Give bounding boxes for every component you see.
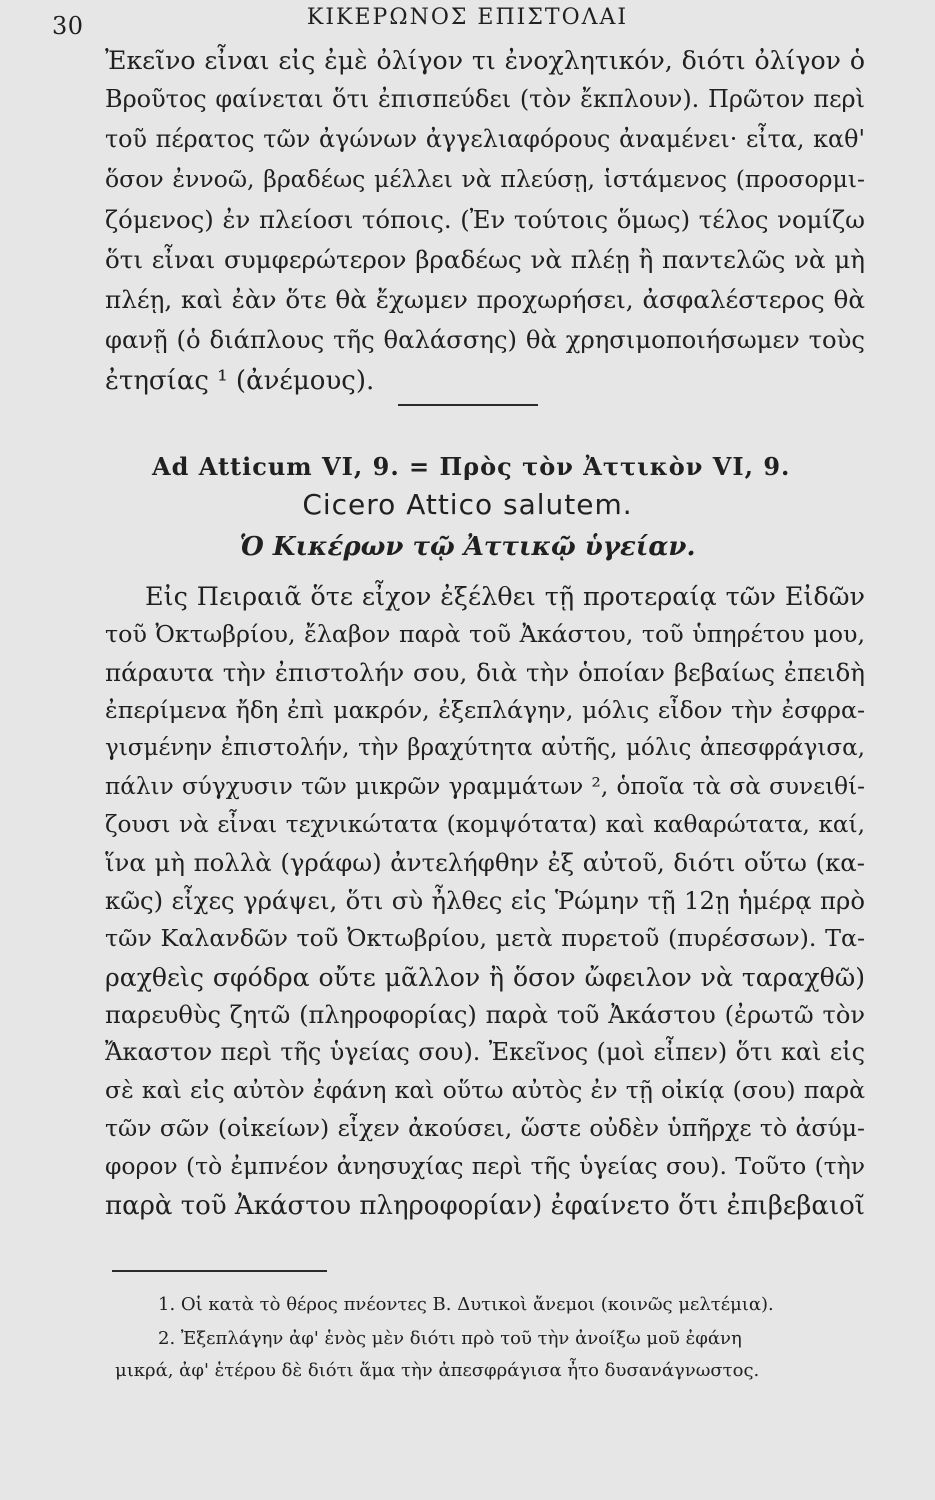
text-line	[105, 582, 865, 612]
text-line: ἵνα μὴ πολλὰ (γράφω) ἀντελήφθην ἐξ αὐτοῦ, διότι οὕτω (κα-	[105, 848, 865, 877]
text-line: φορον (τὸ ἐμπνέον ἀνησυχίας περὶ τῆς ὑγείας σου). Τοῦτο (τὴν	[105, 1152, 865, 1180]
salutation-latin: Cicero Attico salutem.	[302, 488, 633, 521]
text-line: παρευθὺς ζητῶ (πληροφορίας) παρὰ τοῦ Ἀκάστου (ἐρωτῶ τὸν	[105, 1001, 865, 1029]
text-line: ζόμενος) ἐν πλείοσι τόποις. (Ἐν τούτοις ὅμως) τέλος νομίζω	[105, 205, 865, 234]
text-line: πάλιν σύγχυσιν τῶν μικρῶν γραμμάτων ², ὁποῖα τὰ σὰ συνειθί-	[105, 773, 865, 800]
footnote-1: 1. Οἱ κατὰ τὸ θέρος πνέοντες Β. Δυτικοὶ ἄνεμοι (κοινῶς μελτέμια).	[158, 1294, 774, 1315]
text-line: πλέῃ, καὶ ἐὰν ὅτε θὰ ἔχωμεν προχωρήσει, ἀσφαλέστερος θὰ	[105, 285, 865, 314]
text-line: τῶν σῶν (οἰκείων) εἶχεν ἀκούσει, ὥστε οὐδὲν ὑπῆρχε τὸ ἀσύμ-	[105, 1114, 865, 1142]
text-line: τοῦ πέρατος τῶν ἀγώνων ἀγγελιαφόρους ἀναμένει· εἶτα, καθ'	[105, 125, 865, 153]
text-line: τοῦ Ὀκτωβρίου, ἔλαβον παρὰ τοῦ Ἀκάστου, τοῦ ὑπηρέτου μου,	[105, 620, 865, 648]
text-line: παρὰ τοῦ Ἀκάστου πληροφορίαν) ἐφαίνετο ὅτι ἐπιβεβαιοῖ	[105, 1191, 865, 1221]
text-line: γισμένην ἐπιστολήν, τὴν βραχύτητα αὐτῆς, μόλις ἀπεσφράγισα,	[105, 735, 865, 761]
footnote-divider	[112, 1270, 327, 1272]
text-line: ἐτησίας ¹ (ἀνέμους).	[105, 366, 375, 396]
text-line-content: Εἰς Πειραιᾶ ὅτε εἶχον ἐξέλθει τῇ προτεραίᾳ τῶν Εἰδῶν	[145, 582, 865, 612]
text-line: ὅσον ἐννοῶ, βραδέως μέλλει νὰ πλεύσῃ, ἱστάμενος (προσορμι-	[105, 165, 865, 193]
text-line: ζουσι νὰ εἶναι τεχνικώτατα (κομψότατα) καὶ καθαρώτατα, καί,	[105, 811, 865, 838]
footnote-2: 2. Ἐξεπλάγην ἀφ' ἑνὸς μὲν διότι πρὸ τοῦ τὴν ἀνοίξω μοῦ ἐφάνη	[158, 1328, 742, 1349]
text-line: Ἐκεῖνο εἶναι εἰς ἐμὲ ὀλίγον τι ἐνοχλητικόν, διότι ὀλίγον ὁ	[105, 46, 865, 75]
footnote-2-continued: μικρά, ἀφ' ἑτέρου δὲ διότι ἅμα τὴν ἀπεσφράγισα ἦτο δυσανάγνωστος.	[115, 1360, 760, 1381]
text-line: ἐπερίμενα ἤδη ἐπὶ μακρόν, ἐξεπλάγην, μόλις εἶδον τὴν ἐσφρα-	[105, 696, 865, 724]
page-number: 30	[52, 12, 84, 40]
text-line: σὲ καὶ εἰς αὐτὸν ἐφάνη καὶ οὕτω αὐτὸς ἐν τῇ οἰκίᾳ (σου) παρὰ	[105, 1076, 865, 1104]
salutation-greek: Ὁ Κικέρων τῷ Ἀττικῷ ὑγείαν.	[239, 532, 696, 562]
letter-reference: Ad Atticum VI, 9. = Πρὸς τὸν Ἀττικὸν VI, 9.	[152, 452, 791, 481]
text-line: πάραυτα τὴν ἐπιστολήν σου, διὰ τὴν ὁποίαν βεβαίως ἐπειδὴ	[105, 658, 865, 687]
text-line: ὅτι εἶναι συμφερώτερον βραδέως νὰ πλέῃ ἢ παντελῶς νὰ μὴ	[105, 245, 865, 274]
text-line: φανῇ (ὁ διάπλους τῆς θαλάσσης) θὰ χρησιμοποιήσωμεν τοὺς	[105, 325, 865, 354]
text-line: Βροῦτος φαίνεται ὅτι ἐπισπεύδει (τὸν ἔκπλουν). Πρῶτον περὶ	[105, 85, 865, 113]
section-divider	[398, 404, 538, 406]
text-line: ραχθεὶς σφόδρα οὔτε μᾶλλον ἢ ὅσον ὤφειλον νὰ ταραχθῶ)	[105, 963, 865, 992]
text-line: Ἄκαστον περὶ τῆς ὑγείας σου). Ἐκεῖνος (μοὶ εἶπεν) ὅτι καὶ εἰς	[105, 1038, 865, 1066]
text-line: τῶν Καλανδῶν τοῦ Ὀκτωβρίου, μετὰ πυρετοῦ (πυρέσσων). Τα-	[105, 924, 865, 952]
text-line: κῶς) εἶχες γράψει, ὅτι σὺ ἦλθες εἰς Ῥώμην τῇ 12ῃ ἡμέρᾳ πρὸ	[105, 886, 865, 915]
running-title: ΚΙΚΕΡΩΝΟΣ ΕΠΙΣΤΟΛΑΙ	[306, 5, 629, 30]
